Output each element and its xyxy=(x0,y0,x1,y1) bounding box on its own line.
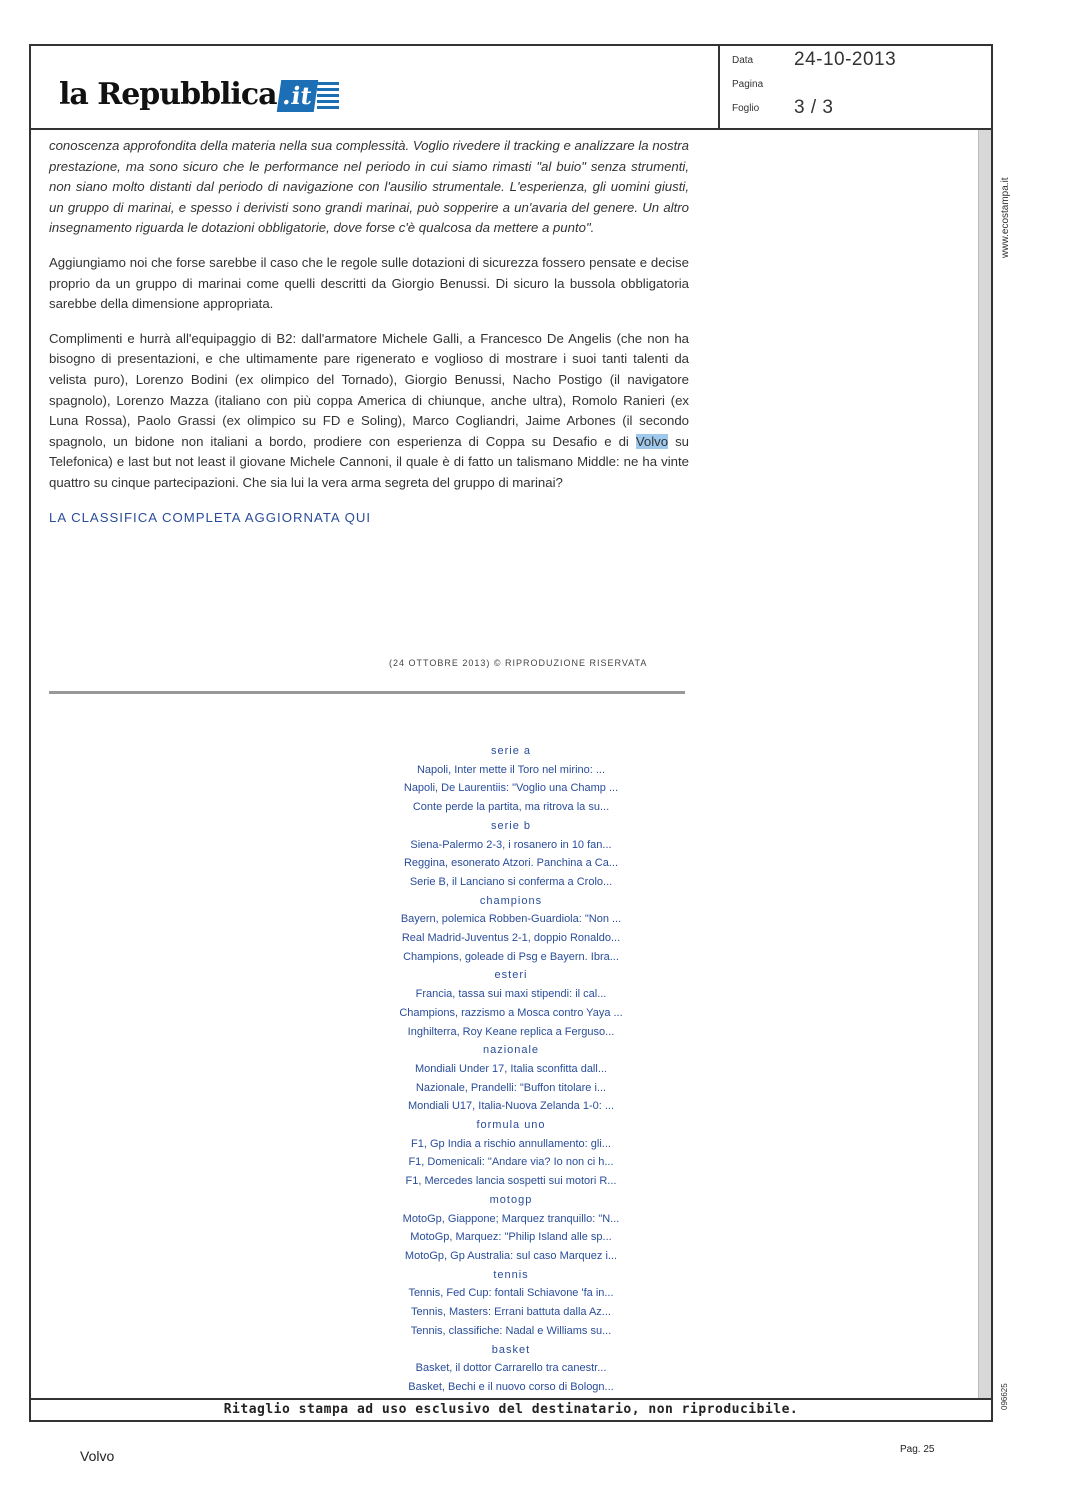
news-link[interactable]: Conte perde la partita, ma ritrova la su... xyxy=(412,801,610,814)
news-link[interactable]: MotoGp, Giappone; Marquez tranquillo: "N... xyxy=(402,1212,620,1225)
related-links xyxy=(329,742,693,1397)
side-url: www.ecostampa.it xyxy=(1000,177,1011,258)
meta-row-data xyxy=(732,48,981,72)
article xyxy=(49,136,689,528)
section-heading[interactable]: tennis xyxy=(493,1268,529,1281)
meta-label: Foglio xyxy=(732,102,760,114)
section-heading[interactable]: esteri xyxy=(494,969,528,982)
copyright-notice: (24 OTTOBRE 2013) © RIPRODUZIONE RISERVATA xyxy=(389,658,648,668)
news-link[interactable]: F1, Gp India a rischio annullamento: gli... xyxy=(411,1137,611,1150)
news-link[interactable]: Napoli, Inter mette il Toro nel mirino: ... xyxy=(416,763,606,776)
classifica-link[interactable]: LA CLASSIFICA COMPLETA AGGIORNATA QUI xyxy=(49,509,372,525)
logo-badge: .it xyxy=(276,80,317,112)
meta-value: 3 / 3 xyxy=(794,97,834,118)
article-paragraph: Aggiungiamo noi che forse sarebbe il caso che le regole sulle dotazioni di sicurezza fossero pensate e decise proprio da un gruppo di marinai come quelli descritti da Giorgio Benussi. Di sicuro la bussola obbligatoria sarebbe della dimensione appropriata. xyxy=(49,254,689,312)
news-link[interactable]: Francia, tassa sui maxi stipendi: il cal... xyxy=(415,988,607,1001)
logo-stripes-icon xyxy=(317,82,339,112)
section-heading[interactable]: motogp xyxy=(489,1193,533,1206)
logo-text: la Repubblica xyxy=(59,77,277,112)
meta-row-foglio xyxy=(732,96,981,120)
news-link[interactable]: Tennis, Fed Cup: fontali Schiavone 'fa in... xyxy=(408,1287,614,1300)
news-link[interactable]: Tennis, Masters: Errani battuta dalla Az... xyxy=(411,1306,611,1319)
repubblica-logo xyxy=(59,62,339,112)
header xyxy=(29,44,993,130)
news-link[interactable]: Nazionale, Prandelli: "Buffon titolare i... xyxy=(415,1081,607,1094)
paragraph-text: Complimenti e hurrà all'equipaggio di B2: dall'armatore Michele Galli, a Francesco De Angelis (che non ha bisogno di presentazioni, e che ultimamente pare rigenerato e voglioso di mostrare i suoi tanti talenti da velista puro), Lorenzo Bodini (ex olimpico del Tornado), Giorgio Benussi, Nacho Postigo (il navigatore spagnolo), Lorenzo Mazza (italiano con più coppa America di chiunque, anche ultra), Romolo Ranieri (ex Luna Rossa), Paolo Grassi (ex olimpico su FD e Soling), Marco Cogliandri, Jaime Arbones (il secondo spagnolo, un bidone non italiani a bordo, prodiere con esperienza di Coppa su Desafio e di xyxy=(49,330,689,449)
news-link[interactable]: MotoGp, Marquez: "Philip Island alle sp... xyxy=(410,1231,612,1244)
side-code: 096625 xyxy=(1000,1383,1009,1410)
meta-label: Pagina xyxy=(732,78,764,90)
news-link[interactable]: Serie B, il Lanciano si conferma a Crolo... xyxy=(409,875,613,888)
news-link[interactable]: Bayern, polemica Robben-Guardiola: "Non ... xyxy=(400,913,622,926)
section-heading[interactable]: champions xyxy=(479,894,543,907)
news-link[interactable]: Mondiali U17, Italia-Nuova Zelanda 1-0: ... xyxy=(407,1100,615,1113)
article-paragraph: conoscenza approfondita della materia nella sua complessità. Voglio rivedere il tracking e analizzare la nostra prestazione, ma sono sicuro che le performance nel periodo in cui siamo rimasti "al buio" senza strumenti, non siano molto distanti dal periodo di navigazione con l'ausilio strumentale. L'esperienza, gli uomini giusti, un gruppo di marinai, e spesso i derivisti sono grandi marinai, può sopperire a un'avaria del genere. Un altro insegnamento riguarda le dotazioni obbligatorie, dove forse c'è qualcosa da mettere a punto". xyxy=(49,138,689,236)
news-link[interactable]: Real Madrid-Juventus 2-1, doppio Ronaldo... xyxy=(401,932,621,945)
news-link[interactable]: Siena-Palermo 2-3, i rosanero in 10 fan... xyxy=(410,838,612,851)
meta-value: 24-10-2013 xyxy=(794,49,897,70)
news-link[interactable]: Mondiali Under 17, Italia sconfitta dall... xyxy=(415,1062,607,1075)
meta-row-pagina xyxy=(732,72,981,96)
section-heading[interactable]: formula uno xyxy=(476,1119,546,1132)
section-heading[interactable]: serie b xyxy=(490,819,532,832)
news-link[interactable]: Basket, il dottor Carrarello tra canestr... xyxy=(415,1362,607,1375)
scrollbar[interactable] xyxy=(978,130,991,1398)
news-link[interactable]: Champions, razzismo a Mosca contro Yaya ... xyxy=(399,1006,623,1019)
article-paragraph xyxy=(49,329,689,494)
news-link[interactable]: Inghilterra, Roy Keane replica a Ferguso... xyxy=(407,1025,615,1038)
section-heading[interactable]: basket xyxy=(491,1343,531,1356)
divider xyxy=(49,691,685,694)
news-link[interactable]: F1, Mercedes lancia sospetti sui motori R... xyxy=(405,1175,617,1188)
keyword-label: Volvo xyxy=(80,1448,115,1464)
meta-box xyxy=(718,44,993,128)
news-link[interactable]: MotoGp, Gp Australia: sul caso Marquez i... xyxy=(404,1249,618,1262)
content-area xyxy=(29,130,993,1398)
footer-notice: Ritaglio stampa ad uso esclusivo del destinatario, non riproducibile. xyxy=(29,1398,993,1422)
news-link[interactable]: F1, Domenicali: "Andare via? Io non ci h... xyxy=(408,1156,614,1169)
news-link[interactable]: Napoli, De Laurentiis: "Voglio una Champ ... xyxy=(403,782,619,795)
page-number: Pag. 25 xyxy=(900,1444,935,1455)
search-highlight: Volvo xyxy=(635,433,669,449)
section-heading[interactable]: nazionale xyxy=(482,1044,540,1057)
section-heading[interactable]: serie a xyxy=(490,745,532,757)
news-link[interactable]: Champions, goleade di Psg e Bayern. Ibra... xyxy=(403,950,619,963)
meta-label: Data xyxy=(732,54,754,66)
news-link[interactable]: Reggina, esonerato Atzori. Panchina a Ca... xyxy=(403,857,619,870)
paragraph-text: su Telefonica) e last but not least il giovane Michele Cannoni, il quale è di fatto un talismano Middle: ne ha vinte quattro su cinque partecipazioni. Che sia lui la vera arma segreta del gruppo di marinai? xyxy=(49,433,690,490)
news-link[interactable]: Tennis, classifiche: Nadal e Williams su... xyxy=(410,1324,612,1337)
news-link[interactable]: Basket, Bechi e il nuovo corso di Bologn... xyxy=(408,1380,614,1393)
